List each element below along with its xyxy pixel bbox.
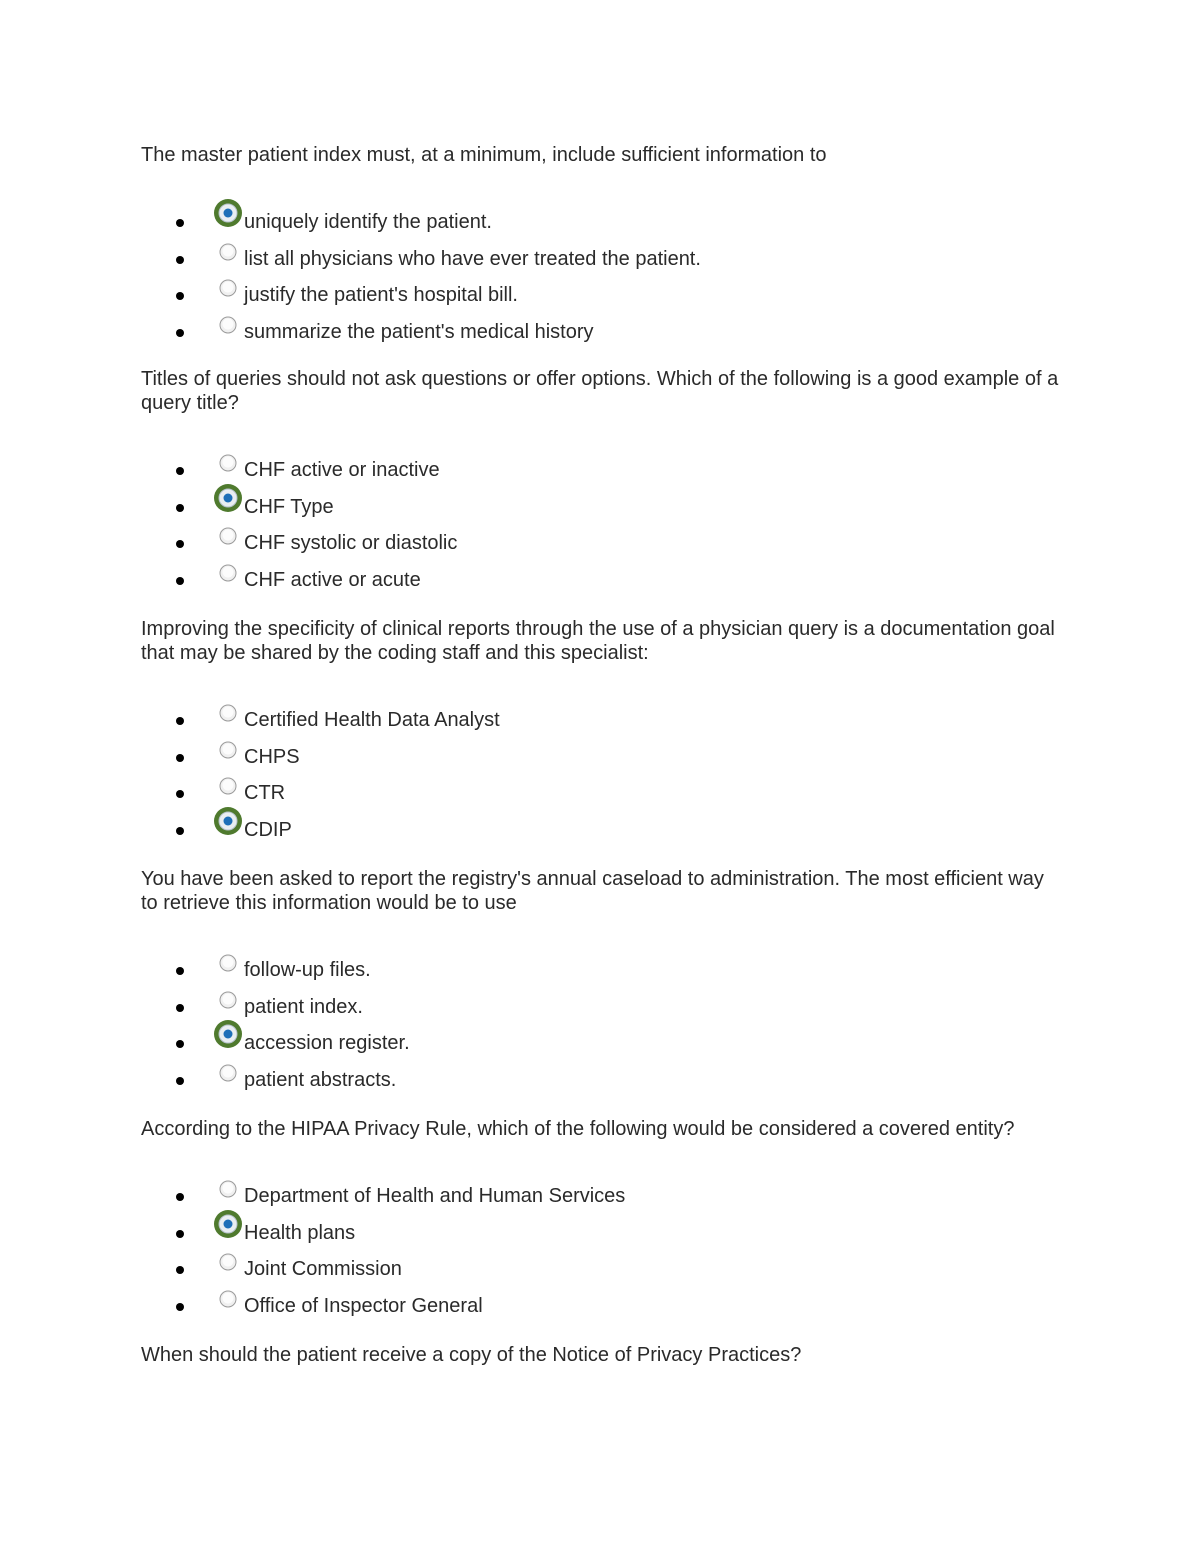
bullet-icon [176, 1266, 184, 1274]
question-text: You have been asked to report the registry's annual caseload to administration. The most efficient way to retrieve this information would be to use [141, 868, 1044, 914]
question-text: Titles of queries should not ask questions or offer options. Which of the following is a good example of a query title? [141, 368, 1059, 414]
answer-option[interactable] [0, 779, 1000, 815]
answer-option-label: follow-up files. [244, 959, 371, 981]
bullet-icon [176, 1230, 184, 1238]
radio-unselected-icon[interactable] [219, 243, 237, 261]
bullet-icon [176, 754, 184, 762]
radio-unselected-icon[interactable] [219, 1253, 237, 1271]
bullet-icon [176, 1004, 184, 1012]
radio-unselected-icon[interactable] [219, 991, 237, 1009]
answer-option[interactable] [0, 1219, 1000, 1255]
answer-option-label: CHF Type [244, 496, 334, 518]
answer-option[interactable] [0, 993, 1000, 1029]
answer-option-label: Joint Commission [244, 1258, 402, 1280]
bullet-icon [176, 717, 184, 725]
answer-option[interactable] [0, 956, 1000, 992]
radio-unselected-icon[interactable] [219, 279, 237, 297]
bullet-icon [176, 1077, 184, 1085]
bullet-icon [176, 219, 184, 227]
answer-option[interactable] [0, 456, 1000, 492]
radio-unselected-icon[interactable] [219, 777, 237, 795]
bullet-icon [176, 827, 184, 835]
answer-option-label: CHF active or acute [244, 569, 421, 591]
question-text: The master patient index must, at a minimum, include sufficient information to [141, 144, 827, 166]
answer-option-label: accession register. [244, 1032, 410, 1054]
answer-option-label: Health plans [244, 1222, 356, 1244]
answer-option-label: justify the patient's hospital bill. [244, 284, 518, 306]
bullet-icon [176, 577, 184, 585]
radio-unselected-icon[interactable] [219, 741, 237, 759]
answer-option-label: Certified Health Data Analyst [244, 709, 500, 731]
answer-option[interactable] [0, 1292, 1000, 1328]
bullet-icon [176, 1193, 184, 1201]
question-text: According to the HIPAA Privacy Rule, which of the following would be considered a covered entity? [141, 1118, 1015, 1140]
answer-option-label: CHPS [244, 746, 300, 768]
answer-option[interactable] [0, 493, 1000, 529]
bullet-icon [176, 1303, 184, 1311]
radio-unselected-icon[interactable] [219, 1180, 237, 1198]
answer-option[interactable] [0, 1255, 1000, 1291]
radio-unselected-icon[interactable] [219, 1064, 237, 1082]
question-text: When should the patient receive a copy of the Notice of Privacy Practices? [141, 1344, 802, 1366]
answer-option[interactable] [0, 566, 1000, 602]
bullet-icon [176, 1040, 184, 1048]
radio-unselected-icon[interactable] [219, 1290, 237, 1308]
answer-option[interactable] [0, 281, 1000, 317]
bullet-icon [176, 329, 184, 337]
bullet-icon [176, 790, 184, 798]
bullet-icon [176, 967, 184, 975]
bullet-icon [176, 504, 184, 512]
answer-option-label: CTR [244, 782, 286, 804]
bullet-icon [176, 292, 184, 300]
radio-selected-icon[interactable] [213, 806, 243, 836]
answer-option-label: CDIP [244, 819, 292, 841]
bullet-icon [176, 467, 184, 475]
answer-option-label: CHF active or inactive [244, 459, 440, 481]
answer-option[interactable] [0, 1182, 1000, 1218]
answer-option[interactable] [0, 816, 1000, 852]
bullet-icon [176, 540, 184, 548]
radio-selected-icon[interactable] [213, 1209, 243, 1239]
answer-option-label: patient index. [244, 996, 363, 1018]
answer-option[interactable] [0, 743, 1000, 779]
answer-option[interactable] [0, 208, 1000, 244]
radio-selected-icon[interactable] [213, 1019, 243, 1049]
bullet-icon [176, 256, 184, 264]
answer-option[interactable] [0, 318, 1000, 354]
radio-unselected-icon[interactable] [219, 316, 237, 334]
answer-option[interactable] [0, 529, 1000, 565]
radio-unselected-icon[interactable] [219, 564, 237, 582]
answer-option-label: Department of Health and Human Services [244, 1185, 626, 1207]
radio-selected-icon[interactable] [213, 198, 243, 228]
answer-option[interactable] [0, 706, 1000, 742]
answer-option-label: Office of Inspector General [244, 1295, 483, 1317]
answer-option[interactable] [0, 1066, 1000, 1102]
answer-option[interactable] [0, 245, 1000, 281]
radio-unselected-icon[interactable] [219, 954, 237, 972]
answer-option-label: patient abstracts. [244, 1069, 397, 1091]
answer-option-label: list all physicians who have ever treated the patient. [244, 248, 701, 270]
radio-unselected-icon[interactable] [219, 704, 237, 722]
radio-selected-icon[interactable] [213, 483, 243, 513]
radio-unselected-icon[interactable] [219, 454, 237, 472]
answer-option-label: uniquely identify the patient. [244, 211, 492, 233]
answer-option[interactable] [0, 1029, 1000, 1065]
answer-option-label: CHF systolic or diastolic [244, 532, 458, 554]
answer-option-label: summarize the patient's medical history [244, 321, 594, 343]
question-text: Improving the specificity of clinical reports through the use of a physician query is a documentation goal that may be shared by the coding staff and this specialist: [141, 618, 1055, 664]
radio-unselected-icon[interactable] [219, 527, 237, 545]
